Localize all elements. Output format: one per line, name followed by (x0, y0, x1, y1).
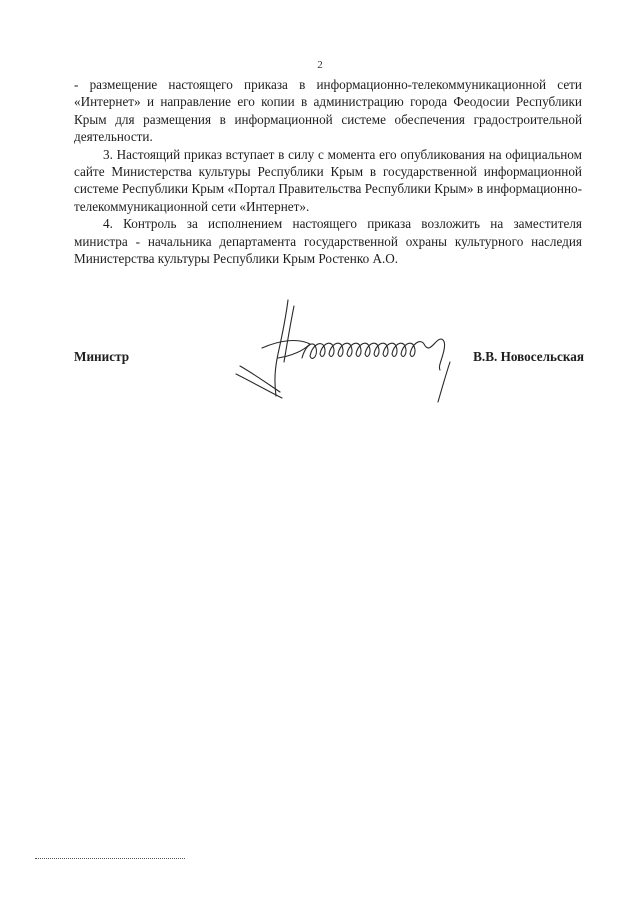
signatory-title: Министр (74, 349, 130, 364)
paragraph-publication: - размещение настоящего приказа в информационно-телекоммуникационной сети «Интернет» и направление его копии в администрацию города Феодосии Республики Крым для размещения в информационной системе обеспечения градостроительной деятельности. (74, 77, 582, 145)
footer-divider (35, 858, 185, 859)
handwritten-signature (232, 296, 492, 406)
document-body (74, 76, 582, 267)
paragraph-item-4: 4. Контроль за исполнением настоящего приказа возложить на заместителя министра - начальника департамента государственной охраны культурного наследия Министерства культуры Республики Крым Ростенко А.О. (74, 216, 582, 267)
signatory-name: В.В. Новосельская (473, 349, 584, 364)
paragraph-item-3: 3. Настоящий приказ вступает в силу с момента его опубликования на официальном сайте Министерства культуры Республики Крым в государственной информационной системе Республики Крым «Портал Правительства Республики Крым» в информационно-телекоммуникационной сети «Интернет». (74, 146, 582, 214)
page-number: 2 (317, 59, 323, 71)
signature-block (74, 296, 584, 406)
